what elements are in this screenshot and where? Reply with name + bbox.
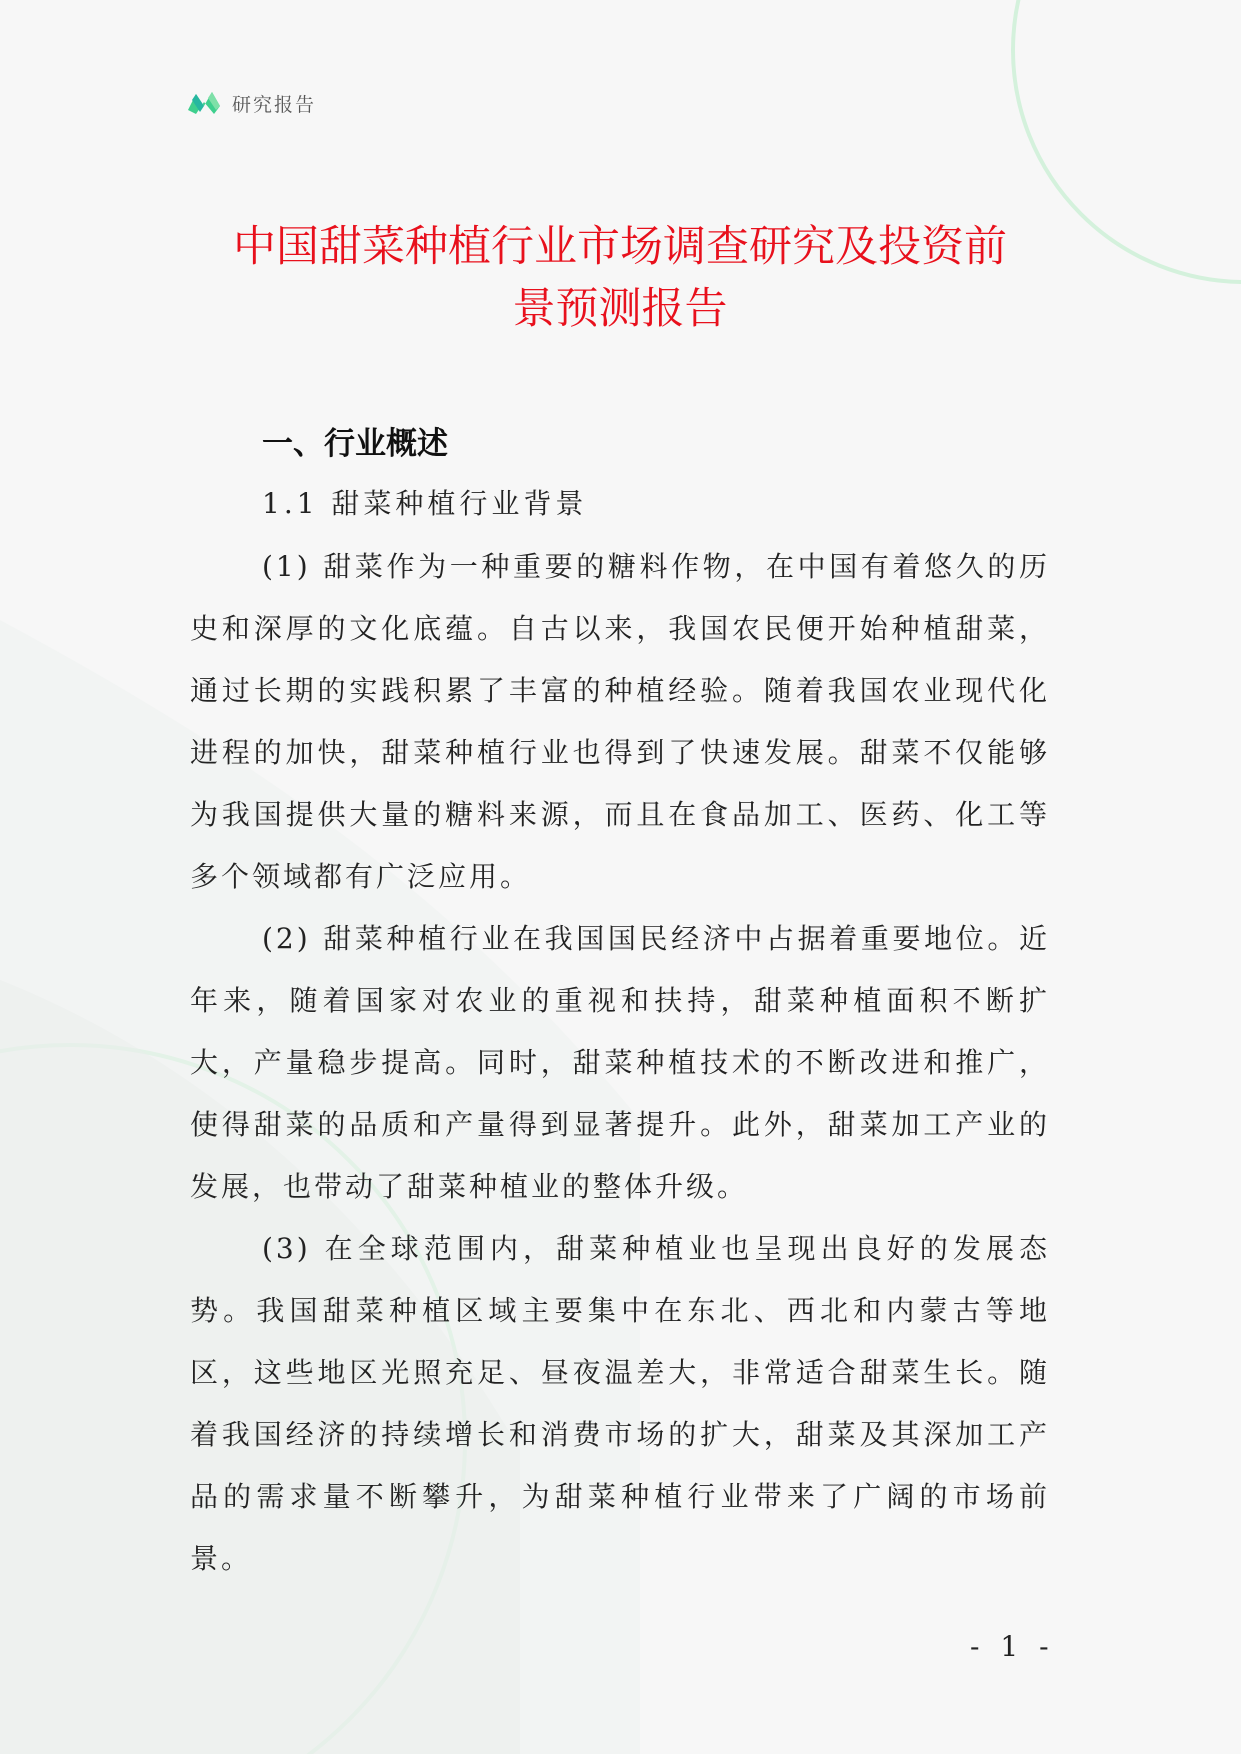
title-line-1: 中国甜菜种植行业市场调查研究及投资前	[233, 222, 1007, 272]
subsection-heading: 1.1 甜菜种植行业背景	[262, 487, 588, 520]
paragraph-2: (2) 甜菜种植行业在我国国民经济中占据着重要地位。近年来，随着国家对农业的重视和扶持，甜菜种植面积不断扩大，产量稳步提高。同时，甜菜种植技术的不断改进和推广，使得甜菜的品质和产量得到显著提升。此外，甜菜加工产业的发展，也带动了甜菜种植业的整体升级。	[190, 922, 1050, 1203]
header-label: 研究报告	[232, 93, 317, 116]
paragraph-3: (3) 在全球范围内，甜菜种植业也呈现出良好的发展态势。我国甜菜种植区域主要集中在东北、西北和内蒙古等地区，这些地区光照充足、昼夜温差大，非常适合甜菜生长。随着我国经济的持续增长和消费市场的扩大，甜菜及其深加工产品的需求量不断攀升，为甜菜种植行业带来了广阔的市场前景。	[190, 1232, 1050, 1575]
section-heading: 一、行业概述	[262, 426, 448, 462]
document-body	[190, 536, 1050, 1590]
paragraph-1: (1) 甜菜作为一种重要的糖料作物，在中国有着悠久的历史和深厚的文化底蕴。自古以来，我国农民便开始种植甜菜，通过长期的实践积累了丰富的种植经验。随着我国农业现代化进程的加快，甜菜种植行业也得到了快速发展。甜菜不仅能够为我国提供大量的糖料来源，而且在食品加工、医药、化工等多个领域都有广泛应用。	[190, 550, 1050, 893]
document-title	[190, 216, 1050, 340]
report-logo-icon	[186, 88, 222, 118]
page-number: - 1 -	[970, 1630, 1055, 1663]
title-line-2: 景预测报告	[512, 284, 728, 334]
report-header	[186, 88, 316, 118]
